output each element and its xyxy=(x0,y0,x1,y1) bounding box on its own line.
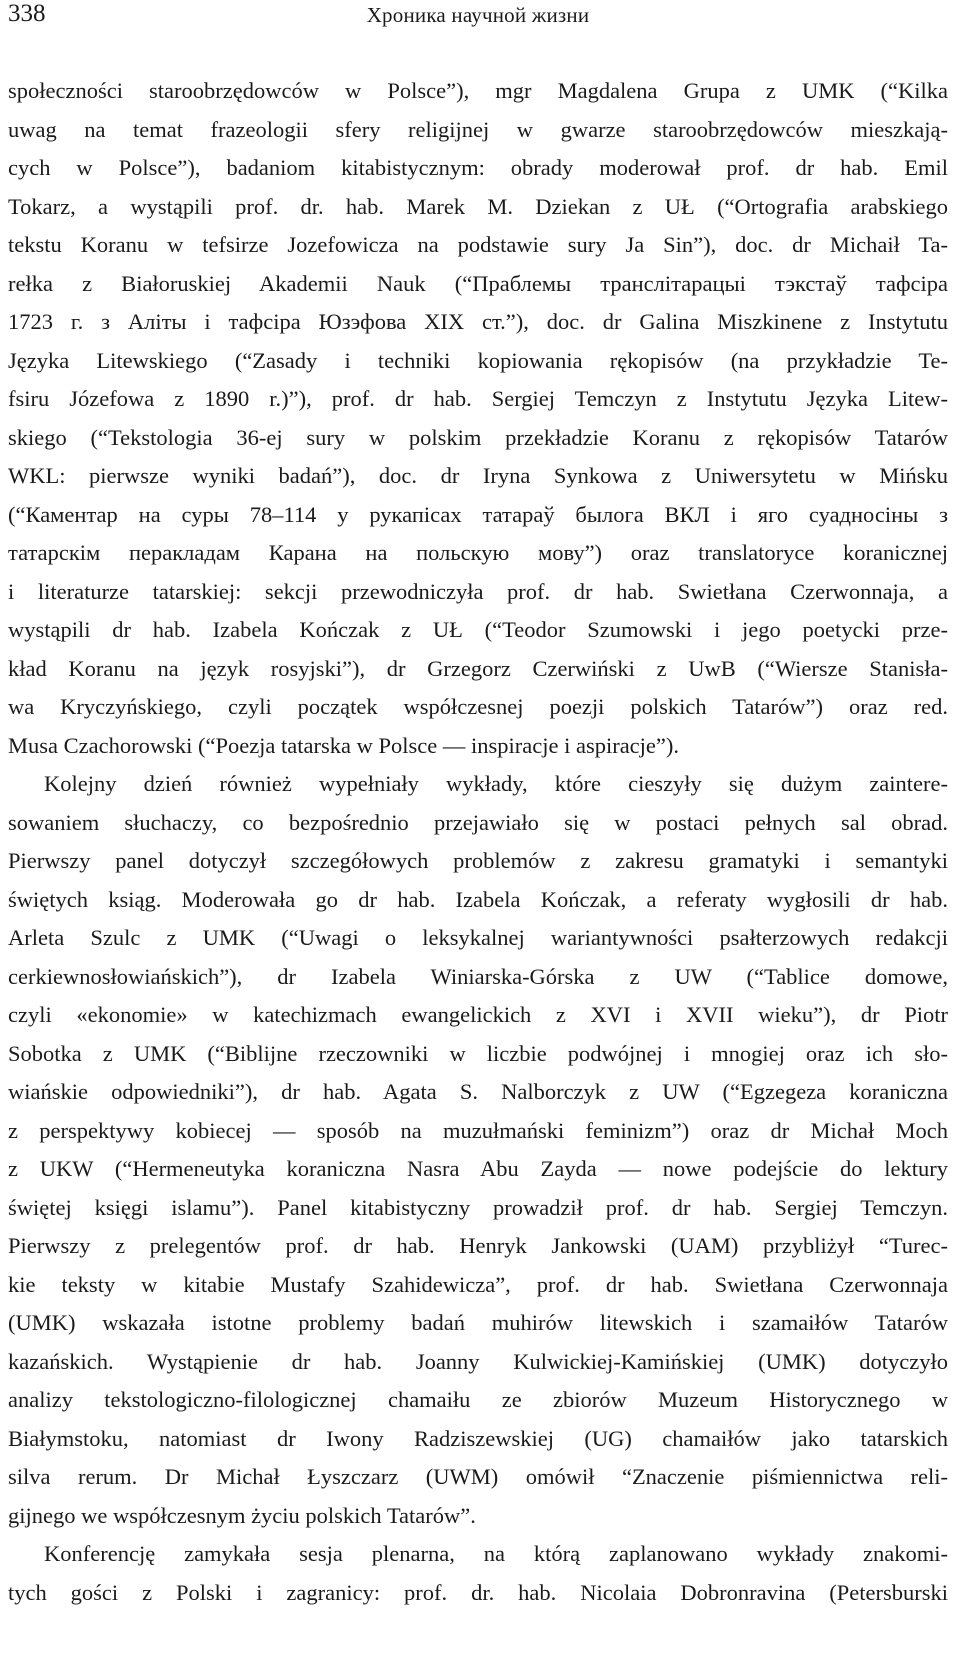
text-line: татарскім перакладам Карана на польскую мову”) oraz translatoryce koranicznej xyxy=(8,540,948,565)
text-line: Pierwszy panel dotyczył szczegółowych problemów z zakresu gramatyki i semantyki xyxy=(8,848,948,873)
text-line: świętej księgi islamu”). Panel kitabistyczny prowadził prof. dr hab. Sergiej Temczyn. xyxy=(8,1194,948,1220)
text-line: z perspektywy kobiecej — sposób na muzułmański feminizm”) oraz dr Michał Moch xyxy=(8,1117,948,1143)
running-head: Хроника научной жизни xyxy=(366,3,590,27)
text-line: Sobotka z UMK (“Biblijne rzeczowniki w liczbie podwójnej i mnogiej oraz ich sło- xyxy=(8,1040,948,1066)
text-line: wa Kryczyńskiego, czyli początek współczesnej poezji polskich Tatarów”) oraz red. xyxy=(8,694,948,719)
text-line: Białymstoku, natomiast dr Iwony Radziszewskiej (UG) chamaiłów jako tatarskich xyxy=(8,1425,948,1451)
page-number: 338 xyxy=(8,0,46,27)
text-line: kazańskich. Wystąpienie dr hab. Joanny Kulwickiej-Kamińskiej (UMK) dotyczyło xyxy=(8,1348,948,1374)
text-line: WKL: pierwsze wyniki badań”), doc. dr Iryna Synkowa z Uniwersytetu w Mińsku xyxy=(8,463,948,488)
paragraph xyxy=(8,765,948,1535)
text-line: silva rerum. Dr Michał Łyszczarz (UWM) omówił “Znaczenie piśmiennictwa reli- xyxy=(8,1464,948,1489)
text-line: i literaturze tatarskiej: sekcji przewodniczyła prof. dr hab. Swietłana Czerwonnaja, a xyxy=(8,578,948,604)
text-line: cerkiewnosłowiańskich”), dr Izabela Winiarska-Górska z UW (“Tablice domowe, xyxy=(8,963,948,989)
text-line: społeczności staroobrzędowców w Polsce”), mgr Magdalena Grupa z UMK (“Kilka xyxy=(8,78,948,103)
text-line: Pierwszy z prelegentów prof. dr hab. Henryk Jankowski (UAM) przybliżył “Turec- xyxy=(8,1233,948,1258)
text-line: Konferencję zamykała sesja plenarna, na którą zaplanowano wykłady znakomi- xyxy=(44,1541,948,1566)
text-line: wiańskie odpowiedniki”), dr hab. Agata S. Nalborczyk z UW (“Egzegeza koraniczna xyxy=(8,1079,948,1104)
text-line: cych w Polsce”), badaniom kitabistycznym: obrady moderował prof. dr hab. Emil xyxy=(8,155,948,180)
paragraph xyxy=(8,1535,948,1612)
text-line: gijnego we współczesnym życiu polskich Tatarów”. xyxy=(8,1502,476,1528)
text-line: z UKW (“Hermeneutyka koraniczna Nasra Abu Zayda — nowe podejście do lektury xyxy=(8,1156,948,1181)
text-line: fsiru Józefowa z 1890 r.)”), prof. dr hab. Sergiej Temczyn z Instytutu Języka Litew- xyxy=(8,386,948,411)
text-line: (“Каментар на суры 78–114 у рукапісах татараў былога ВКЛ і яго суадносіны з xyxy=(8,501,948,527)
paragraph xyxy=(8,72,948,765)
text-line: Arleta Szulc z UMK (“Uwagi o leksykalnej wariantywności psałterzowych redakcji xyxy=(8,925,948,950)
text-line: skiego (“Tekstologia 36-ej sury w polskim przekładzie Koranu z rękopisów Tatarów xyxy=(8,424,948,450)
text-line: wystąpili dr hab. Izabela Kończak z UŁ (“Teodor Szumowski i jego poetycki prze- xyxy=(8,617,948,642)
text-line: Musa Czachorowski (“Poezja tatarska w Polsce — inspiracje i aspiracje”). xyxy=(8,732,680,758)
text-line: Kolejny dzień również wypełniały wykłady, które cieszyły się dużym zaintere- xyxy=(44,771,948,796)
text-line: kład Koranu na język rosyjski”), dr Grzegorz Czerwiński z UwB (“Wiersze Stanisła- xyxy=(8,655,948,681)
page-header xyxy=(8,0,948,36)
text-line: czyli «ekonomie» w katechizmach ewangelickich z XVI i XVII wieku”), dr Piotr xyxy=(8,1002,948,1027)
text-line: sowaniem słuchaczy, co bezpośrednio przejawiało się w postaci pełnych sal obrad. xyxy=(8,809,948,835)
text-line: tych gości z Polski i zagranicy: prof. dr. hab. Nicolaia Dobronravina (Petersburski xyxy=(8,1579,948,1605)
text-line: kie teksty w kitabie Mustafy Szahidewicza”, prof. dr hab. Swietłana Czerwonnaja xyxy=(8,1271,948,1297)
body-text xyxy=(8,72,948,1612)
text-line: (UMK) wskazała istotne problemy badań muhirów litewskich i szamaiłów Tatarów xyxy=(8,1310,948,1335)
text-line: świętych ksiąg. Moderowała go dr hab. Izabela Kończak, a referaty wygłosili dr hab. xyxy=(8,886,948,912)
text-line: Tokarz, a wystąpili prof. dr. hab. Marek M. Dziekan z UŁ (“Ortografia arabskiego xyxy=(8,193,948,219)
text-line: rełka z Białoruskiej Akademii Nauk (“Праблемы транслітарацыі тэкстаў тафсіра xyxy=(8,270,948,296)
text-line: 1723 г. з Аліты і тафсіра Юзэфова XIX ст.”), doc. dr Galina Miszkinene z Instytutu xyxy=(8,309,948,334)
text-line: Języka Litewskiego (“Zasady i techniki kopiowania rękopisów (na przykładzie Te- xyxy=(8,347,948,373)
text-line: analizy tekstologiczno-filologicznej chamaiłu ze zbiorów Muzeum Historycznego w xyxy=(8,1387,948,1412)
text-line: tekstu Koranu w tefsirze Jozefowicza na podstawie sury Ja Sin”), doc. dr Michaił Ta- xyxy=(8,232,948,257)
text-line: uwag na temat frazeologii sfery religijnej w gwarze staroobrzędowców mieszkają- xyxy=(8,116,948,142)
